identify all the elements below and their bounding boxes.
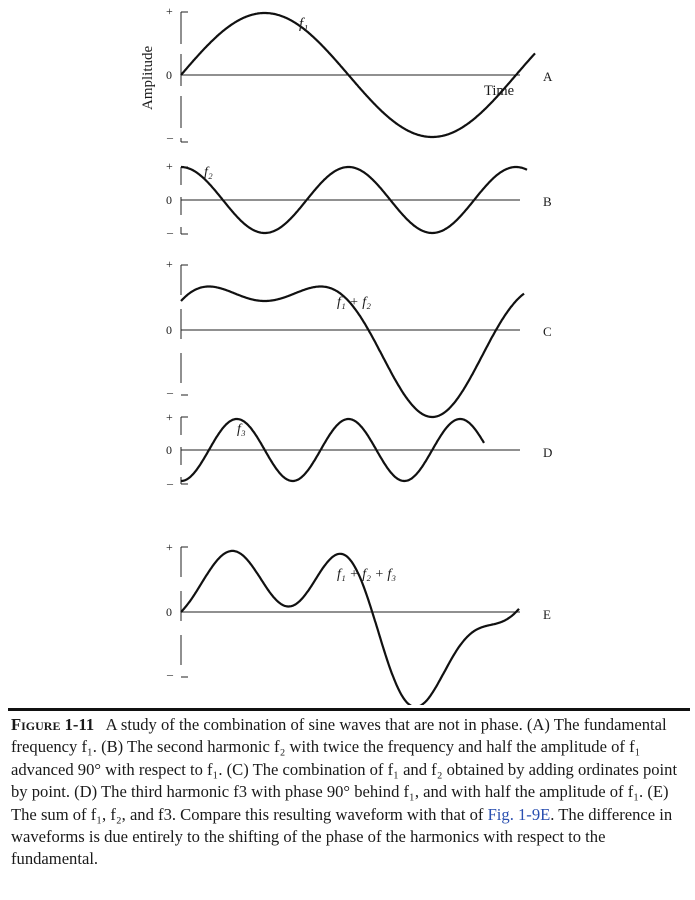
plus-label-c: + <box>166 257 173 271</box>
panel-a <box>166 4 553 144</box>
zero-label-d: 0 <box>166 443 172 457</box>
panel-letter-d: D <box>543 445 553 460</box>
minus-label-e: – <box>167 667 173 681</box>
caption-label: Figure 1-11 <box>11 715 95 734</box>
plus-label-b: + <box>166 159 173 173</box>
zero-label-c: 0 <box>166 323 172 337</box>
panel-letter-e: E <box>543 607 551 622</box>
caption-rule <box>8 708 690 711</box>
minus-label-a: – <box>167 130 173 144</box>
minus-label-c: – <box>167 385 173 399</box>
caption-text-2: . The difference in waveforms is due entirely to the shifting of the phase of the harmonics with respect to the fundamental. <box>11 804 673 869</box>
zero-label-a: 0 <box>166 68 172 82</box>
caption-text-1: A study of the combination of sine waves that are not in phase. (A) The fundamental frequency f₁. (B) The second harmonic f₂ with twice the frequency and half the amplitude of f₁ advanced 90° with respect to f₁. (C) The combination of f₁ and f₂ obtained by adding ordinates point by point. (D) The third harmonic f3 with phase 90° behind f₁, and with half the amplitude of f₁. (E) The sum of f₁, f₂, and f3. Compare this resulting waveform with that of <box>11 715 678 824</box>
curve-label-c: f₁ + f₂ <box>337 295 371 310</box>
panel-b <box>166 159 552 239</box>
figure-caption <box>11 714 687 871</box>
curve-label-e: f₁ + f₂ + f₃ <box>337 567 397 582</box>
time-label: Time <box>484 83 515 99</box>
zero-label-b: 0 <box>166 193 172 207</box>
curve-label-d: f₃ <box>237 422 246 437</box>
plus-label-a: + <box>166 4 173 18</box>
figure-link[interactable]: Fig. 1-9E <box>487 804 551 824</box>
amplitude-label: Amplitude <box>140 45 156 110</box>
zero-label-e: 0 <box>166 605 172 619</box>
curve-label-a: f₁ <box>299 16 309 32</box>
panel-e <box>166 540 551 705</box>
panel-letter-a: A <box>543 69 553 84</box>
curve-label-b: f₂ <box>204 165 213 180</box>
panel-c <box>166 257 552 417</box>
minus-label-d: – <box>167 476 173 490</box>
minus-label-b: – <box>167 225 173 239</box>
plus-label-e: + <box>166 540 173 554</box>
plus-label-d: + <box>166 410 173 424</box>
panel-letter-b: B <box>543 194 552 209</box>
panel-letter-c: C <box>543 324 552 339</box>
panel-d <box>166 410 552 490</box>
